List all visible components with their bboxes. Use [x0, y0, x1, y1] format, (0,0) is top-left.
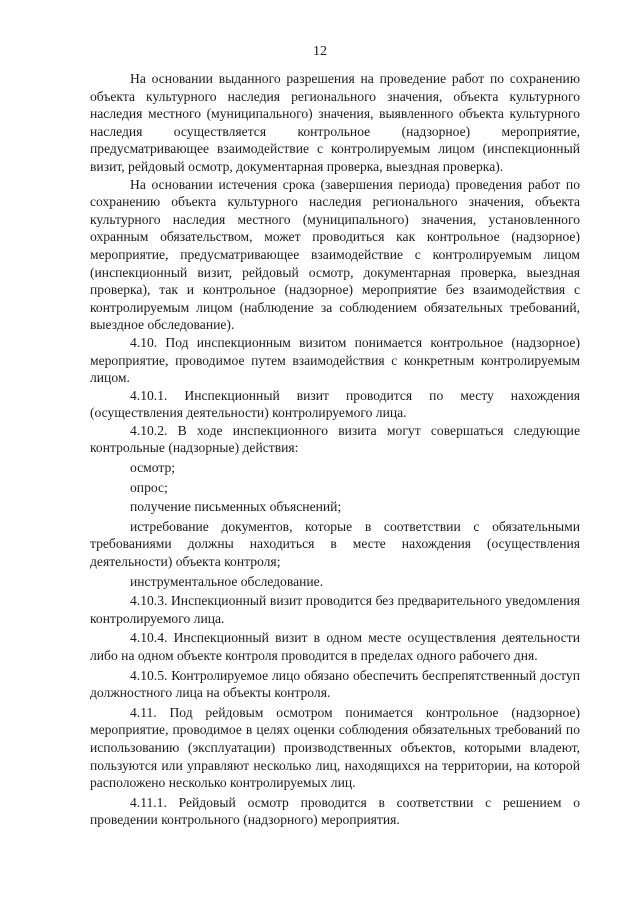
- list-item-inspection: осмотр;: [130, 460, 176, 476]
- paragraph-4-10-3: 4.10.3. Инспекционный визит проводится без предварительного уведомления контролируемого лица.: [90, 593, 580, 626]
- paragraph-permit-basis: На основании выданного разрешения на проведение работ по сохранению объекта культурного наследия регионального значения, объекта культурного наследия местного (муниципального) значения, выявленного объекта культурного наследия осуществляется контрольное (надзорное) мероприятие, предусматривающее взаимодействие с контролируемым лицом (инспекционный визит, рейдовый осмотр, документарная проверка, выездная проверка).: [90, 71, 580, 174]
- list-item-interview: опрос;: [130, 479, 168, 495]
- page-number: 12: [313, 44, 327, 59]
- document-body: [90, 70, 580, 829]
- paragraph-4-11: 4.11. Под рейдовым осмотром понимается контрольное (надзорное) мероприятие, проводимое в целях оценки соблюдения обязательных требований по использованию (эксплуатации) производственных объектов, которыми владеют, пользуются или управляют несколько лиц, находящихся на территории, на которой расположено несколько контролируемых лиц.: [90, 704, 580, 791]
- list-item-written-explanations: получение письменных объяснений;: [130, 499, 342, 515]
- paragraph-4-10-1: 4.10.1. Инспекционный визит проводится по месту нахождения (осуществления деятельности) контролируемого лица.: [90, 387, 580, 421]
- list-item-document-request: истребование документов, которые в соответствии с обязательными требованиями должны находиться в месте нахождения (осуществления деятельности) объекта контроля;: [90, 518, 580, 570]
- list-item-instrumental-survey: инструментальное обследование.: [130, 573, 324, 589]
- paragraph-4-10-5: 4.10.5. Контролируемое лицо обязано обеспечить беспрепятственный доступ должностного лица на объекты контроля.: [90, 667, 580, 701]
- paragraph-4-10-2: 4.10.2. В ходе инспекционного визита могут совершаться следующие контрольные (надзорные) действия:: [90, 422, 580, 456]
- paragraph-4-10-4: 4.10.4. Инспекционный визит в одном месте осуществления деятельности либо на одном объекте контроля проводится в пределах одного рабочего дня.: [90, 630, 580, 663]
- paragraph-4-11-1: 4.11.1. Рейдовый осмотр проводится в соответствии с решением о проведении контрольного (надзорного) мероприятия.: [90, 794, 580, 828]
- paragraph-4-10: 4.10. Под инспекционным визитом понимается контрольное (надзорное) мероприятие, проводимое путем взаимодействия с конкретным контролируемым лицом.: [90, 334, 580, 386]
- paragraph-deadline-basis: На основании истечения срока (завершения периода) проведения работ по сохранению объекта культурного наследия регионального значения, объекта культурного наследия местного (муниципального) значения, установленного охранным обязательством, может проводиться как контрольное (надзорное) мероприятие, предусматривающее взаимодействие с контролируемым лицом (инспекционный визит, рейдовый осмотр, документарная проверка, выездная проверка), так и контрольное (надзорное) мероприятие без взаимодействия с контролируемым лицом (наблюдение за соблюдением обязательных требований, выездное обследование).: [90, 176, 580, 333]
